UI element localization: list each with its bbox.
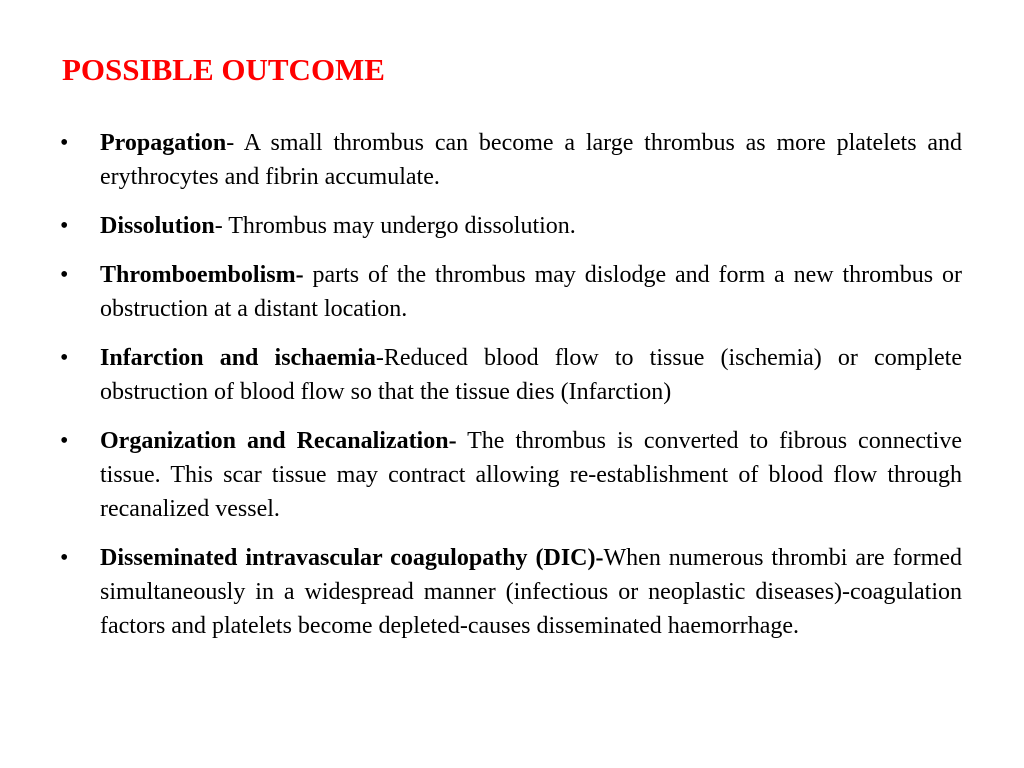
bullet-term: Infarction and ischaemia: [100, 345, 376, 371]
slide-title: POSSIBLE OUTCOME: [62, 52, 385, 87]
bullet-term: Disseminated intravascular coagulopathy (DIC)-: [100, 545, 604, 571]
bullet-thromboembolism: [100, 258, 962, 326]
bullet-text: - A small thrombus can become a large thrombus as more platelets and erythrocytes and fibrin accumulate.: [100, 130, 962, 190]
bullet-infarction: [100, 341, 962, 409]
bullet-term: Dissolution: [100, 213, 215, 239]
bullet-text: When numerous thrombi are formed simultaneously in a widespread manner (infectious or neoplastic diseases)-coagulation factors and platelets become depleted-causes disseminated haemorrhage.: [100, 545, 962, 639]
bullet-organization: [100, 424, 962, 526]
bullet-term: Thromboembolism-: [100, 262, 304, 288]
bullet-propagation: [100, 126, 962, 194]
bullet-text: The thrombus is converted to fibrous connective tissue. This scar tissue may contract allowing re-establishment of blood flow through recanalized vessel.: [100, 428, 963, 522]
bullet-list: [100, 126, 962, 658]
bullet-text: parts of the thrombus may dislodge and form a new thrombus or obstruction at a distant location.: [100, 262, 962, 322]
bullet-dissolution: [100, 209, 962, 243]
bullet-term: Organization and Recanalization-: [100, 428, 457, 454]
bullet-dic: [100, 541, 962, 643]
bullet-text: -Reduced blood flow to tissue (ischemia) or complete obstruction of blood flow so that the tissue dies (Infarction): [100, 345, 962, 405]
bullet-term: Propagation: [100, 130, 227, 156]
bullet-text: - Thrombus may undergo dissolution.: [214, 213, 576, 239]
